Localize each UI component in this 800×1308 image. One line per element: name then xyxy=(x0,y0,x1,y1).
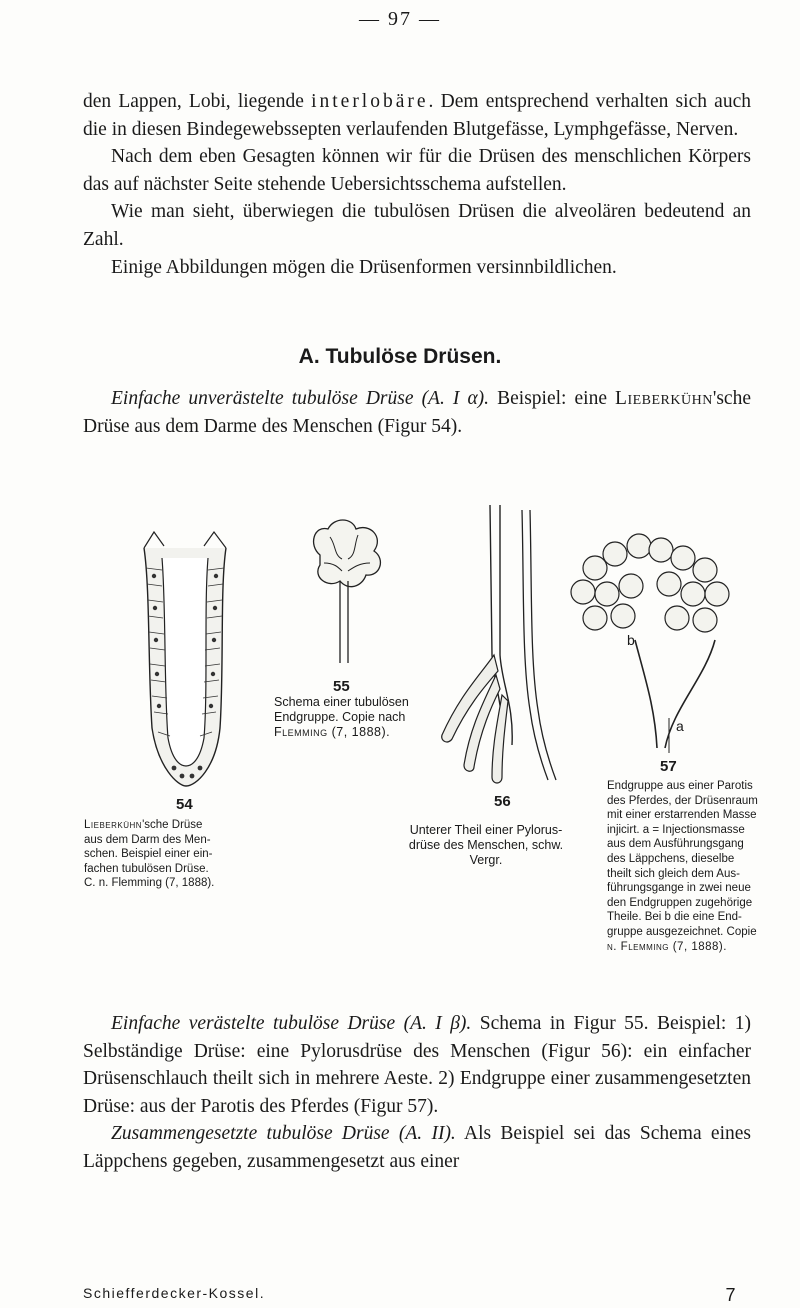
fig54-caption-line-1 xyxy=(84,818,274,833)
fig57-caption-line-2: des Pferdes, der Drüsenraum xyxy=(607,794,758,807)
figure-57-label-b: b xyxy=(627,632,635,648)
fig57-caption-line-5: aus dem Ausführungsgang xyxy=(607,838,744,851)
fig57-caption-line-4: injicirt. a = Injectionsmasse xyxy=(607,823,745,836)
paragraph-1 xyxy=(83,88,751,143)
fig55-caption-line-1: Schema einer tubulösen xyxy=(274,695,409,709)
para7-text: Als Beispiel sei das Schema eines Läppchens gegeben, zusammengesetzt aus einer xyxy=(83,1123,751,1172)
figure-55-number: 55 xyxy=(333,678,350,695)
fig57-caption-line-3: mit einer erstarrenden Masse xyxy=(607,809,757,822)
paragraph-4: Einige Abbildungen mögen die Drüsenformen versinnbildlichen. xyxy=(111,256,617,278)
fig57-caption-line-11: gruppe ausgezeichnet. Copie xyxy=(607,925,757,938)
fig56-caption-line-2: drüse des Menschen, schw. xyxy=(408,838,564,852)
fig55-caption-line-3: Flemming (7, 1888). xyxy=(274,725,391,739)
footer xyxy=(83,1285,751,1305)
para7-italic: Zusammengesetzte tubulöse Drüse (A. II). xyxy=(111,1123,456,1145)
text-block-bottom xyxy=(83,1010,751,1176)
para5-text-a: Beispiel: eine xyxy=(489,388,616,409)
footer-signature: 7 xyxy=(725,1285,737,1305)
fig57-caption-line-1: Endgruppe aus einer Parotis xyxy=(607,780,753,792)
figure-54-illustration xyxy=(140,528,228,790)
fig54-caption-line-3: schen. Beispiel einer ein- xyxy=(84,848,213,861)
fig57-caption-line-12: n. Flemming (7, 1888). xyxy=(607,940,727,953)
fig54-caption-smallcaps: Lieberkühn xyxy=(84,819,143,831)
fig57-caption-line-8: führungsgange in zwei neue xyxy=(607,882,751,895)
figure-57-illustration xyxy=(565,528,735,753)
figure-56-number: 56 xyxy=(494,793,511,810)
para1-text-b: . Dem entsprechend verhalten sich auch die in diesen Bindegewebssepten verlaufenden Blutgefässe, Lymphgefässe, Nerven. xyxy=(83,91,751,140)
fig57-caption-line-6: des Läppchens, dieselbe xyxy=(607,852,735,865)
paragraph-3: Wie man sieht, überwiegen die tubulösen Drüsen die alveolären bedeutend an Zahl. xyxy=(83,201,751,250)
footer-publisher: Schiefferdecker-Kossel. xyxy=(83,1285,266,1301)
text-block-top xyxy=(83,88,751,281)
fig57-caption-line-7: theilt sich gleich dem Aus- xyxy=(607,867,740,880)
paragraph-7 xyxy=(83,1120,751,1175)
figure-57-number: 57 xyxy=(660,758,677,775)
fig54-caption-line-1-text: 'sche Drüse xyxy=(142,819,203,831)
paragraph-6 xyxy=(83,1010,751,1120)
para6-text: Schema in Figur 55. Beispiel: 1) Selbständige Drüse: eine Pylorusdrüse des Menschen (Figur 56): ein einfacher Drüsenschlauch theilt sich in mehrere Aeste. 2) Endgruppe einer zusammengesetzten Drüse: aus der Parotis des Pferdes (Figur 57). xyxy=(83,1013,751,1117)
para5-text-b: 'sche Drüse aus dem Darme des Menschen (Figur 54). xyxy=(83,388,751,437)
fig56-caption-line-1: Unterer Theil einer Pylorus- xyxy=(409,823,563,837)
paragraph-2: Nach dem eben Gesagten können wir für die Drüsen des menschlichen Körpers das auf nächster Seite stehende Uebersichtsschema aufstellen. xyxy=(83,146,751,195)
figure-56-illustration xyxy=(440,505,530,785)
fig54-caption-line-4: fachen tubulösen Drüse. xyxy=(84,862,209,875)
page-number: — 97 — xyxy=(359,8,441,30)
figure-56-caption xyxy=(376,823,596,868)
figure-54-number: 54 xyxy=(176,796,193,813)
fig54-caption-line-2: aus dem Darm des Men- xyxy=(84,833,211,846)
figure-57-label-a: a xyxy=(676,718,684,734)
para5-italic: Einfache unverästelte tubulöse Drüse (A. I α). xyxy=(111,388,490,409)
figure-57-caption xyxy=(607,779,782,954)
figure-54-caption xyxy=(84,818,274,891)
fig56-caption-line-3: Vergr. xyxy=(469,853,503,867)
paragraph-5 xyxy=(83,385,751,440)
para1-text-a: den Lappen, Lobi, liegende xyxy=(83,91,312,112)
section-heading: A. Tubulöse Drüsen. xyxy=(298,345,502,368)
para5-smallcaps: Lieberkühn xyxy=(615,388,713,409)
fig55-caption-line-2: Endgruppe. Copie nach xyxy=(274,710,406,724)
fig54-caption-line-5: C. n. Flemming (7, 1888). xyxy=(84,877,215,890)
fig57-caption-line-10: Theile. Bei b die eine End- xyxy=(607,911,742,924)
figure-55-caption xyxy=(274,695,444,740)
para1-spaced: interlobäre xyxy=(311,91,429,112)
fig57-caption-line-9: den Endgruppen zugehörige xyxy=(607,896,753,909)
para6-italic: Einfache verästelte tubulöse Drüse (A. I β). xyxy=(111,1013,472,1034)
figure-55-illustration xyxy=(300,515,390,667)
